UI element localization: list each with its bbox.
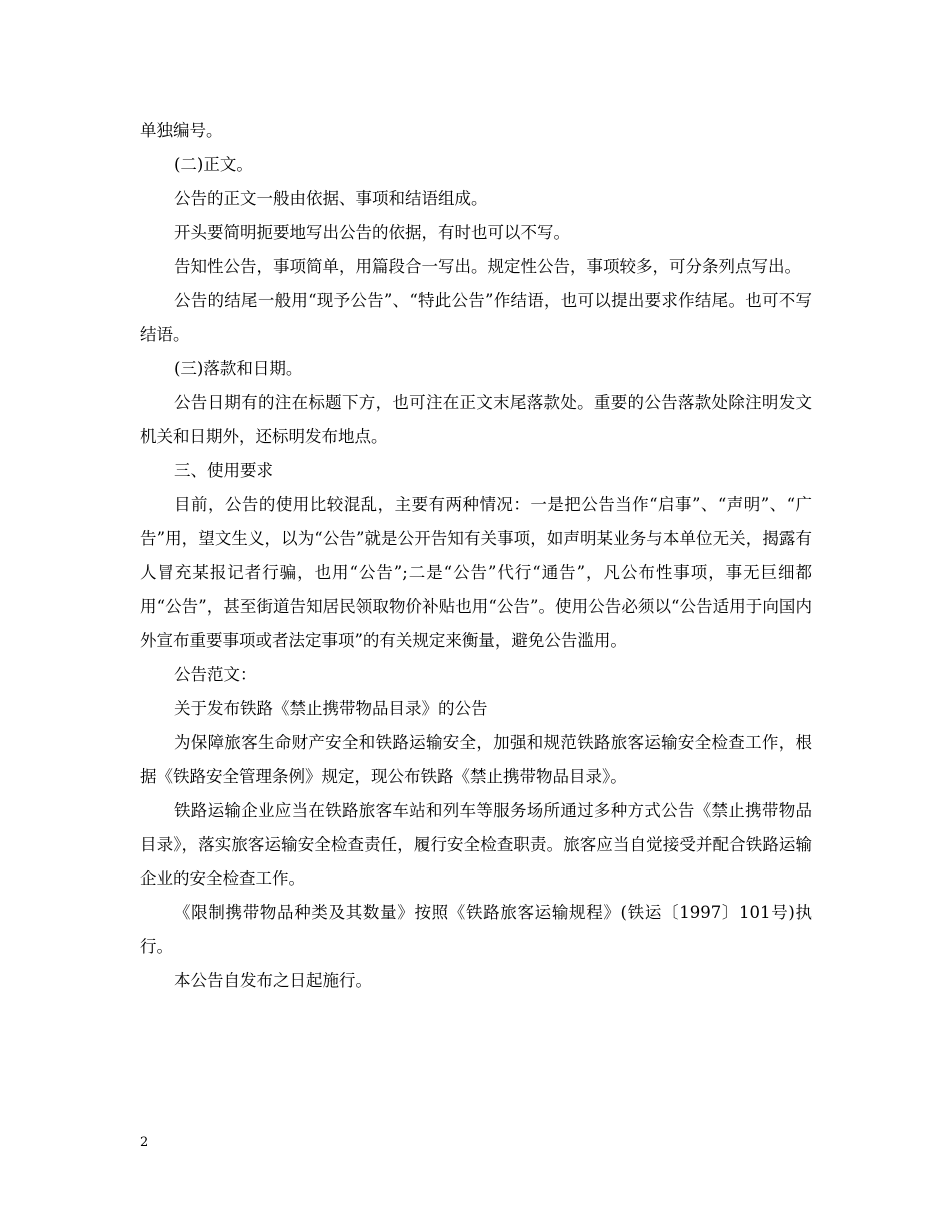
sample-title: 关于发布铁路《禁止携带物品目录》的公告 — [174, 699, 488, 718]
paragraph: 单独编号。 — [140, 121, 223, 140]
paragraph: 告知性公告，事项简单，用篇段合一写出。规定性公告，事项较多，可分条列点写出。 — [174, 257, 801, 276]
section-heading-main-text: (二)正文。 — [174, 155, 253, 174]
sample-label: 公告范文： — [174, 665, 257, 684]
paragraph: 公告的结尾一般用“现予公告”、“特此公告”作结语，也可以提出要求作结尾。也可不写结语。 — [140, 291, 812, 344]
paragraph: 公告的正文一般由依据、事项和结语组成。 — [174, 189, 488, 208]
page-number: 2 — [140, 1135, 149, 1150]
paragraph: 《限制携带物品种类及其数量》按照《铁路旅客运输规程》(铁运〔1997〕101号)执行。 — [140, 903, 812, 956]
paragraph: 目前，公告的使用比较混乱，主要有两种情况：一是把公告当作“启事”、“声明”、“广告”用，望文生义，以为“公告”就是公开告知有关事项，如声明某业务与本单位无关，揭露有人冒充某报记者行骗，也用“公告”;二是“公告”代行“通告”，凡公布性事项，事无巨细都用“公告”，甚至街道告知居民领取物价补贴也用“公告”。使用公告必须以“公告适用于向国内外宣布重要事项或者法定事项”的有关规定来衡量，避免公告滥用。 — [140, 495, 812, 650]
paragraph: 公告日期有的注在标题下方，也可注在正文末尾落款处。重要的公告落款处除注明发文机关和日期外，还标明发布地点。 — [140, 393, 812, 446]
section-heading-usage: 三、使用要求 — [174, 461, 273, 480]
paragraph: 本公告自发布之日起施行。 — [174, 971, 372, 990]
document-body — [140, 114, 812, 998]
section-heading-signature-date: (三)落款和日期。 — [174, 359, 303, 378]
paragraph: 为保障旅客生命财产安全和铁路运输安全，加强和规范铁路旅客运输安全检查工作，根据《铁路安全管理条例》规定，现公布铁路《禁止携带物品目录》。 — [140, 733, 812, 786]
paragraph: 开头要简明扼要地写出公告的依据，有时也可以不写。 — [174, 223, 570, 242]
paragraph: 铁路运输企业应当在铁路旅客车站和列车等服务场所通过多种方式公告《禁止携带物品目录》，落实旅客运输安全检查责任，履行安全检查职责。旅客应当自觉接受并配合铁路运输企业的安全检查工作。 — [140, 801, 812, 888]
